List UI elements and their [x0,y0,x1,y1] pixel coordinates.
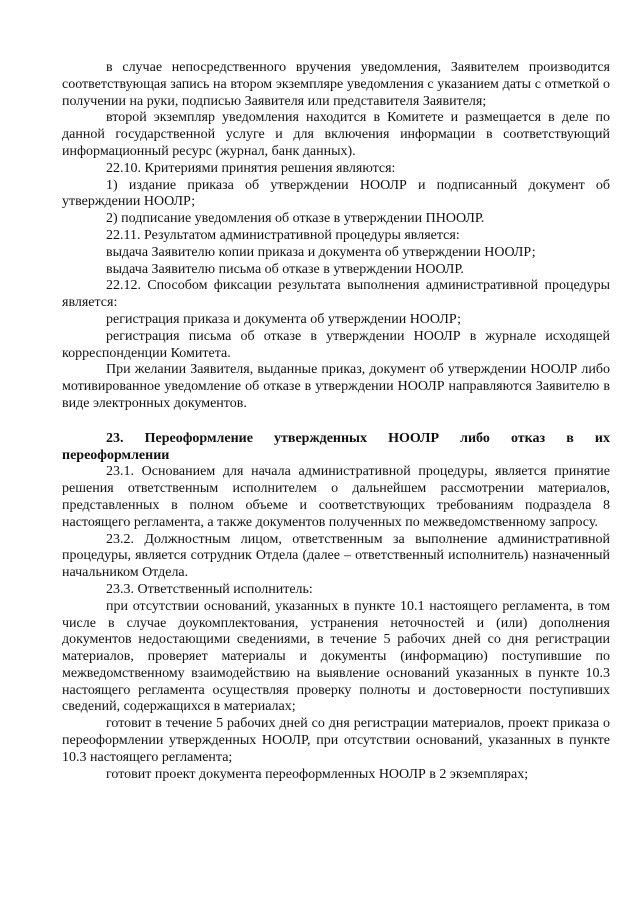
paragraph-23-3-item-prepare-order: готовит в течение 5 рабочих дней со дня регистрации материалов, проект приказа о переоформлении утвержденных НООЛР, при отсутствии оснований, указанных в пункте 10.3 настоящего регламента; [62,716,610,765]
paragraph-22-11-item-2: выдача Заявителю письма об отказе в утверждении НООЛР. [106,261,464,277]
paragraph-22-11-item-1: выдача Заявителю копии приказа и документа об утверждении НООЛР; [106,244,536,260]
paragraph-22-12: 22.12. Способом фиксации результата выполнения административной процедуры является: [62,278,610,311]
paragraph-delivery-record: в случае непосредственного вручения уведомления, Заявителем производится соответствующая запись на втором экземпляре уведомления с указанием даты с отметкой о получении на руки, подписью Заявителя или представителя Заявителя; [62,60,610,109]
section-gap [62,413,610,431]
section-23-heading-line1: 23. Переоформление утвержденных НООЛР либо отказ в их [106,430,610,446]
paragraph-22-10-item-1: 1) издание приказа об утверждении НООЛР и подписанный документ об утверждении НООЛР; [62,177,610,210]
section-23-heading [62,431,610,465]
paragraph-23-3: 23.3. Ответственный исполнитель: [106,581,313,597]
paragraph-22-10: 22.10. Критериями принятия решения являются: [106,160,396,176]
paragraph-second-copy: второй экземпляр уведомления находится в Комитете и размещается в деле по данной государственной услуге и для включения информации в соответствующий информационный ресурс (журнал, банк данных). [62,110,610,159]
paragraph-22-12-item-2: регистрация письма об отказе в утверждении НООЛР в журнале исходящей корреспонденции Комитета. [62,328,610,361]
paragraph-22-11: 22.11. Результатом административной процедуры является: [106,227,460,243]
paragraph-22-10-item-2: 2) подписание уведомления об отказе в утверждении ПНООЛР. [106,211,485,227]
paragraph-23-3-item-prepare-document: готовит проект документа переоформленных НООЛР в 2 экземплярах; [106,766,529,782]
paragraph-23-3-item-check: при отсутствии оснований, указанных в пункте 10.1 настоящего регламента, в том числе в случае доукомплектования, устранения неточностей и (или) дополнения документов недостающими сведениями, в течение 5 рабочих дней со дня регистрации материалов, проверяет материалы и документы (информацию) поступившие по межведомственному взаимодействию на выявление оснований указанных в пункте 10.3 настоящего регламента осуществляя проверку полноты и достоверности поступивших сведений, содержащихся в материалах; [62,598,610,715]
document-page [62,60,610,783]
paragraph-electronic-documents: При желании Заявителя, выданные приказ, документ об утверждении НООЛР либо мотивированное уведомление об отказе в утверждении НООЛР направляются Заявителю в виде электронных документов. [62,362,610,411]
paragraph-23-2: 23.2. Должностным лицом, ответственным за выполнение административной процедуры, является сотрудник Отдела (далее – ответственный исполнитель) назначенный начальником Отдела. [62,531,610,581]
paragraph-22-12-item-1: регистрация приказа и документа об утверждении НООЛР; [106,311,462,327]
section-23-heading-line2: переоформлении [62,447,170,463]
paragraph-23-1: 23.1. Основанием для начала административной процедуры, является принятие решения ответственным исполнителем о дальнейшем рассмотрении материалов, представленных в полном объеме и соответствующих требованиям подраздела 8 настоящего регламента, а также документов полученных по межведомственному запросу. [62,464,610,530]
